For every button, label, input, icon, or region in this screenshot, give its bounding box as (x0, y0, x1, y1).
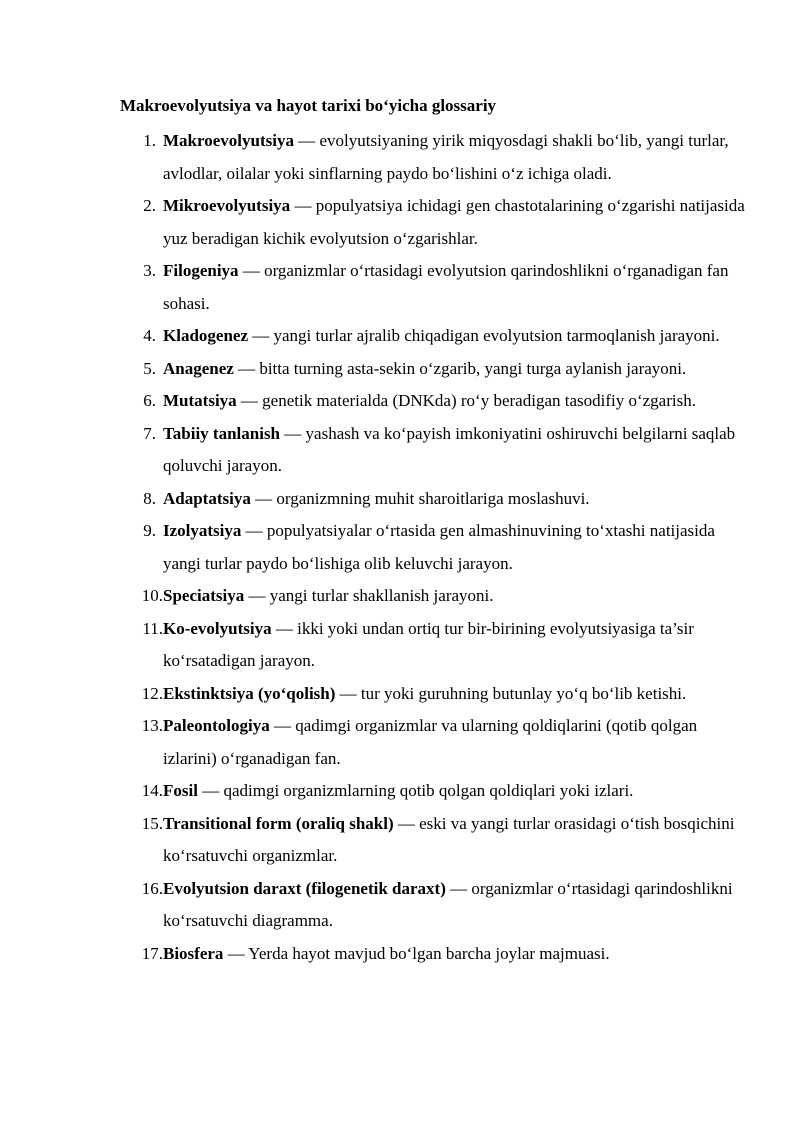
entry-term: Paleontologiya (163, 716, 270, 735)
entry-definition: — yangi turlar ajralib chiqadigan evolyutsion tarmoqlanish jarayoni. (248, 326, 720, 345)
document-title: Makroevolyutsiya va hayot tarixi bo‘yicha glossariy (120, 96, 497, 115)
entry-definition: — Yerda hayot mavjud bo‘lgan barcha joylar majmuasi. (223, 943, 610, 963)
glossary-entry (120, 418, 750, 483)
glossary-entry (120, 678, 750, 711)
entry-definition: — qadimgi organizmlar va ularning qoldiqlarini (qotib qolgan izlarini) o‘rganadigan fan. (163, 716, 698, 768)
entry-number: 2. (143, 196, 156, 215)
entry-definition: — tur yoki guruhning butunlay yo‘q bo‘lib ketishi. (335, 683, 687, 703)
entry-term: Adaptatsiya (163, 488, 251, 508)
entry-definition: — populyatsiyalar o‘rtasida gen almashinuvining to‘xtashi natijasida yangi turlar paydo bo‘lishiga olib keluvchi jarayon. (163, 521, 715, 573)
entry-term: Izolyatsiya (163, 521, 242, 540)
entry-number: 12. (141, 683, 163, 703)
entry-term: Anagenez (163, 358, 234, 378)
entry-definition: — qadimgi organizmlarning qotib qolgan qoldiqlari yoki izlari. (197, 781, 634, 800)
entry-definition: — yangi turlar shakllanish jarayoni. (244, 586, 494, 605)
entry-term: Fosil (163, 781, 198, 800)
glossary-entry (120, 873, 750, 938)
entry-number: 11. (142, 618, 163, 638)
entry-number: 15. (141, 813, 163, 833)
entry-number: 7. (143, 423, 156, 443)
glossary-entry (120, 515, 750, 580)
entry-definition: — genetik materialda (DNKda) ro‘y beradigan tasodifiy o‘zgarish. (236, 391, 696, 410)
glossary-entry (120, 320, 750, 353)
glossary-entry (120, 938, 750, 971)
entry-definition: — populyatsiya ichidagi gen chastotalarining o‘zgarishi natijasida yuz beradigan kichik evolyutsion o‘zgarishlar. (163, 196, 745, 248)
entry-term: Speciatsiya (163, 586, 245, 605)
entry-number: 9. (143, 521, 156, 540)
entry-definition: — organizmning muhit sharoitlariga moslashuvi. (250, 488, 590, 508)
glossary-entry (120, 353, 750, 386)
glossary-entry (120, 483, 750, 516)
entry-number: 1. (143, 131, 156, 150)
glossary-entry (120, 125, 750, 190)
glossary-entry (120, 710, 750, 775)
glossary-entry (120, 808, 750, 873)
entry-number: 4. (143, 326, 156, 345)
entry-term: Tabiiy tanlanish (163, 423, 281, 443)
glossary-entry (120, 613, 750, 678)
entry-number: 8. (143, 488, 156, 508)
entry-term: Biosfera (163, 943, 224, 963)
entry-term: Transitional form (oraliq shakl) (163, 813, 394, 833)
glossary-entry (120, 255, 750, 320)
entry-term: Mutatsiya (163, 391, 237, 410)
entry-term: Ko-evolyutsiya (163, 618, 272, 638)
entry-term: Makroevolyutsiya (163, 131, 294, 150)
entry-definition: — organizmlar o‘rtasidagi evolyutsion qarindoshlikni o‘rganadigan fan sohasi. (163, 261, 729, 313)
entry-number: 14. (141, 781, 163, 800)
entry-definition: — eski va yangi turlar orasidagi o‘tish bosqichini ko‘rsatuvchi organizmlar. (163, 813, 735, 865)
entry-term: Ekstinktsiya (yo‘qolish) (163, 683, 336, 703)
entry-term: Evolyutsion daraxt (filogenetik daraxt) (163, 878, 446, 898)
entry-term: Mikroevolyutsiya (163, 196, 291, 215)
entry-term: Filogeniya (163, 261, 239, 280)
entry-definition: — evolyutsiyaning yirik miqyosdagi shakli bo‘lib, yangi turlar, avlodlar, oilalar yoki sinflarning paydo bo‘lishini o‘z ichiga oladi. (163, 131, 729, 183)
entry-definition: — yashash va ko‘payish imkoniyatini oshiruvchi belgilarni saqlab qoluvchi jarayon. (163, 423, 736, 475)
entry-number: 13. (141, 716, 163, 735)
glossary-entry (120, 775, 750, 808)
entry-number: 16. (141, 878, 163, 898)
entry-number: 6. (143, 391, 156, 410)
entry-definition: — organizmlar o‘rtasidagi qarindoshlikni ko‘rsatuvchi diagramma. (163, 878, 733, 930)
entry-number: 5. (143, 358, 156, 378)
glossary-entry (120, 385, 750, 418)
glossary-entry (120, 190, 750, 255)
entry-definition: — ikki yoki undan ortiq tur bir-birining evolyutsiyasiga ta’sir ko‘rsatadigan jarayon. (163, 618, 694, 670)
entry-definition: — bitta turning asta-sekin o‘zgarib, yangi turga aylanish jarayoni. (233, 358, 687, 378)
entry-number: 3. (143, 261, 156, 280)
glossary-list (120, 125, 750, 970)
glossary-entry (120, 580, 750, 613)
entry-number: 10. (141, 586, 163, 605)
entry-number: 17. (141, 943, 163, 963)
entry-term: Kladogenez (163, 326, 248, 345)
